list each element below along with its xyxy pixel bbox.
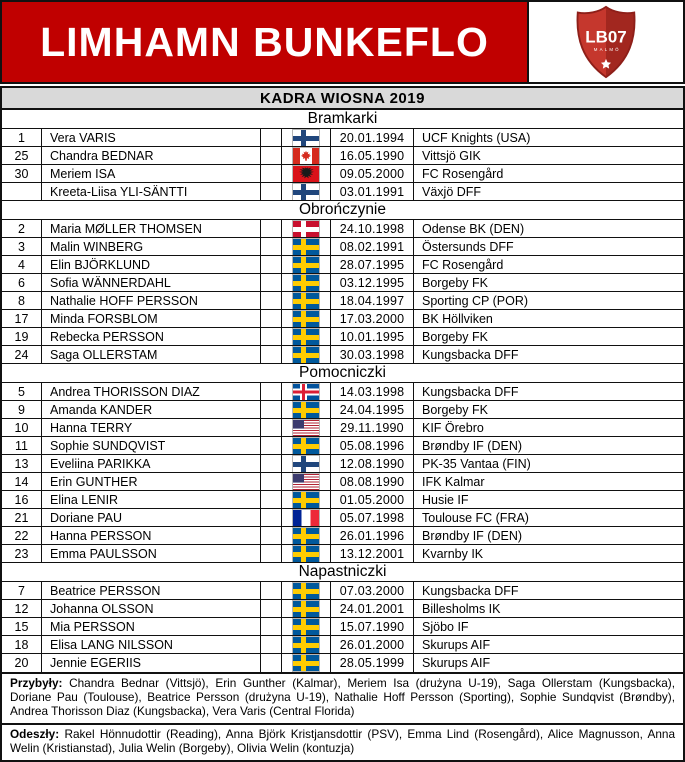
player-club: Kungsbacka DFF [422,384,519,399]
player-birthdate: 03.01.1991 [331,183,414,200]
player-number: 12 [2,600,42,617]
spacer-cell [261,419,282,436]
spacer-cell [261,310,282,327]
player-name: Hanna TERRY [42,419,261,436]
spacer-cell [261,618,282,635]
table-row [2,491,683,509]
flag-finland-icon [293,184,319,200]
player-flag-cell [282,292,331,309]
player-birthdate: 29.11.1990 [331,419,414,436]
player-club: Östersunds DFF [422,239,514,254]
player-number: 7 [2,582,42,599]
player-club: Kungsbacka DFF [422,347,519,362]
player-flag-cell [282,238,331,255]
table-row [2,238,683,256]
table-row [2,129,683,147]
player-club: Borgeby FK [422,402,489,417]
departures-text: Rakel Hönnudottir (Reading), Anna Björk Kristjansdottir (PSV), Emma Lind (Rosengård), Alice Magnusson, Anna Welin (Kristianstad), Julia Welin (Borgeby), Olivia Welin (kontuzja) [10,726,676,755]
flag-denmark-icon [293,221,319,237]
player-flag-cell [282,491,331,508]
player-birthdate: 24.10.1998 [331,220,414,237]
player-flag-cell [282,346,331,363]
player-flag-cell [282,437,331,454]
spacer-cell [261,654,282,672]
player-birthdate: 09.05.2000 [331,165,414,182]
player-flag-cell [282,455,331,472]
player-flag-cell [282,401,331,418]
arrivals-text: Chandra Bednar (Vittsjö), Erin Gunther (Kalmar), Meriem Isa (drużyna U-19), Saga Ollerstam (Kungsbacka), Doriane Pau (Toulouse), Beatrice Persson (drużyna U-19), Nathalie Hoff Persson (Sporting), Sophie Sundqvist (Brøndby), Andrea Thorisson Diaz (Kungsbacka), Vera Varis (Central Florida) [10,676,675,718]
player-birthdate: 30.03.1998 [331,346,414,363]
player-name: Sofia WÄNNERDAHL [42,274,261,291]
spacer-cell [261,401,282,418]
table-row [2,328,683,346]
player-number: 5 [2,383,42,400]
player-birthdate: 17.03.2000 [331,310,414,327]
player-name: Elina LENIR [42,491,261,508]
spacer-cell [261,455,282,472]
table-row [2,256,683,274]
player-number: 15 [2,618,42,635]
player-club: Kungsbacka DFF [422,583,519,598]
player-name: Nathalie HOFF PERSSON [42,292,261,309]
player-club: Sporting CP (POR) [422,293,529,308]
player-flag-cell [282,473,331,490]
table-row [2,473,683,491]
departures-note [0,725,685,762]
table-row [2,618,683,636]
player-flag-cell [282,183,331,200]
crest-text: LB07 [585,27,627,47]
flag-finland-icon [293,456,319,472]
section-header: Napastniczki [2,563,683,582]
table-row [2,654,683,672]
player-club: UCF Knights (USA) [422,130,531,145]
player-name: Doriane PAU [42,509,261,526]
spacer-cell [261,527,282,544]
player-name: Hanna PERSSON [42,527,261,544]
flag-usa-icon [293,474,319,490]
player-number: 30 [2,165,42,182]
table-row [2,582,683,600]
flag-finland-icon [293,130,319,146]
spacer-cell [261,346,282,363]
flag-sweden-icon [293,329,319,345]
table-row [2,636,683,654]
flag-sweden-icon [293,239,319,255]
player-name: Eveliina PARIKKA [42,455,261,472]
flag-sweden-icon [293,583,319,599]
header [0,0,685,84]
player-club: Borgeby FK [422,275,489,290]
player-club: Vittsjö GIK [422,148,481,163]
player-birthdate: 20.01.1994 [331,129,414,146]
player-flag-cell [282,383,331,400]
table-row [2,310,683,328]
table-row [2,401,683,419]
player-name: Chandra BEDNAR [42,147,261,164]
player-flag-cell [282,328,331,345]
flag-canada-icon [293,148,319,164]
player-name: Elin BJÖRKLUND [42,256,261,273]
player-club: IFK Kalmar [422,474,485,489]
player-birthdate: 13.12.2001 [331,545,414,562]
spacer-cell [261,636,282,653]
flag-sweden-icon [293,619,319,635]
player-number: 25 [2,147,42,164]
player-birthdate: 15.07.1990 [331,618,414,635]
crest-subtext: MALMÖ [593,46,621,52]
player-name: Erin GUNTHER [42,473,261,490]
flag-iceland-icon [293,384,319,400]
player-club: Kvarnby IK [422,546,484,561]
arrivals-note [0,674,685,725]
table-row [2,147,683,165]
club-logo [527,2,683,82]
player-name: Sophie SUNDQVIST [42,437,261,454]
table-row [2,383,683,401]
table-row [2,545,683,563]
player-number: 6 [2,274,42,291]
flag-sweden-icon [293,311,319,327]
player-number: 2 [2,220,42,237]
table-row [2,509,683,527]
player-number: 21 [2,509,42,526]
player-club: Husie IF [422,492,469,507]
player-name: Maria MØLLER THOMSEN [42,220,261,237]
player-flag-cell [282,310,331,327]
player-number [2,183,42,200]
player-flag-cell [282,527,331,544]
table-row [2,292,683,310]
player-number: 13 [2,455,42,472]
player-birthdate: 10.01.1995 [331,328,414,345]
player-flag-cell [282,636,331,653]
club-name-title: LIMHAMN BUNKEFLO [40,18,489,65]
flag-sweden-icon [293,293,319,309]
flag-sweden-icon [293,637,319,653]
player-flag-cell [282,274,331,291]
spacer-cell [261,437,282,454]
player-birthdate: 28.05.1999 [331,654,414,672]
player-number: 10 [2,419,42,436]
player-name: Emma PAULSSON [42,545,261,562]
section-header: Pomocniczki [2,364,683,383]
flag-albania-icon [293,166,319,182]
player-birthdate: 16.05.1990 [331,147,414,164]
flag-sweden-icon [293,275,319,291]
player-club: PK-35 Vantaa (FIN) [422,456,531,471]
player-name: Meriem ISA [42,165,261,182]
player-flag-cell [282,618,331,635]
player-flag-cell [282,220,331,237]
spacer-cell [261,383,282,400]
player-club: Toulouse FC (FRA) [422,510,529,525]
player-number: 23 [2,545,42,562]
player-name: Minda FORSBLOM [42,310,261,327]
player-name: Malin WINBERG [42,238,261,255]
player-flag-cell [282,147,331,164]
spacer-cell [261,147,282,164]
flag-france-icon [293,510,319,526]
spacer-cell [261,129,282,146]
flag-sweden-icon [293,601,319,617]
player-club: Skurups AIF [422,656,491,670]
player-club: Borgeby FK [422,329,489,344]
table-row [2,274,683,292]
table-row [2,600,683,618]
flag-usa-icon [293,420,319,436]
table-row [2,220,683,238]
player-birthdate: 28.07.1995 [331,256,414,273]
player-birthdate: 08.08.1990 [331,473,414,490]
player-club: Odense BK (DEN) [422,221,525,236]
player-birthdate: 18.04.1997 [331,292,414,309]
departures-label: Odeszły: [10,726,60,741]
player-club: Skurups AIF [422,637,491,652]
spacer-cell [261,183,282,200]
season-title-bar [0,86,685,108]
player-birthdate: 26.01.2000 [331,636,414,653]
player-club: Brøndby IF (DEN) [422,438,523,453]
section-header: Obrończynie [2,201,683,220]
season-title: KADRA WIOSNA 2019 [260,89,425,107]
player-name: Amanda KANDER [42,401,261,418]
table-row [2,527,683,545]
spacer-cell [261,256,282,273]
spacer-cell [261,545,282,562]
flag-sweden-icon [293,347,319,363]
player-birthdate: 14.03.1998 [331,383,414,400]
player-birthdate: 01.05.2000 [331,491,414,508]
table-row [2,437,683,455]
player-club: BK Höllviken [422,311,493,326]
player-club: FC Rosengård [422,257,504,272]
arrivals-label: Przybyły: [10,676,63,690]
spacer-cell [261,292,282,309]
flag-sweden-icon [293,546,319,562]
player-birthdate: 24.04.1995 [331,401,414,418]
player-flag-cell [282,600,331,617]
player-number: 24 [2,346,42,363]
player-name: Vera VARIS [42,129,261,146]
club-crest-icon [574,5,638,79]
player-name: Johanna OLSSON [42,600,261,617]
flag-sweden-icon [293,528,319,544]
spacer-cell [261,165,282,182]
flag-sweden-icon [293,655,319,671]
spacer-cell [261,473,282,490]
spacer-cell [261,238,282,255]
spacer-cell [261,220,282,237]
roster-table [0,108,685,674]
player-club: FC Rosengård [422,166,504,181]
player-club: Växjö DFF [422,184,482,199]
player-birthdate: 26.01.1996 [331,527,414,544]
section-header: Bramkarki [2,110,683,129]
flag-sweden-icon [293,492,319,508]
player-name: Andrea THORISSON DIAZ [42,383,261,400]
player-birthdate: 05.07.1998 [331,509,414,526]
flag-sweden-icon [293,402,319,418]
player-birthdate: 05.08.1996 [331,437,414,454]
player-number: 9 [2,401,42,418]
player-birthdate: 03.12.1995 [331,274,414,291]
player-number: 3 [2,238,42,255]
player-club: KIF Örebro [422,420,484,435]
player-number: 4 [2,256,42,273]
spacer-cell [261,509,282,526]
player-club: Billesholms IK [422,601,501,616]
player-flag-cell [282,582,331,599]
player-birthdate: 24.01.2001 [331,600,414,617]
player-name: Saga OLLERSTAM [42,346,261,363]
player-club: Brøndby IF (DEN) [422,528,523,543]
player-name: Kreeta-Liisa YLI-SÄNTTI [42,183,261,200]
player-number: 11 [2,437,42,454]
player-flag-cell [282,129,331,146]
player-number: 20 [2,654,42,672]
player-name: Jennie EGERIIS [42,654,261,672]
player-club: Sjöbo IF [422,619,469,634]
spacer-cell [261,328,282,345]
table-row [2,455,683,473]
table-row [2,183,683,201]
player-flag-cell [282,256,331,273]
player-number: 16 [2,491,42,508]
player-name: Rebecka PERSSON [42,328,261,345]
spacer-cell [261,582,282,599]
player-flag-cell [282,165,331,182]
player-birthdate: 07.03.2000 [331,582,414,599]
flag-sweden-icon [293,257,319,273]
spacer-cell [261,274,282,291]
player-number: 18 [2,636,42,653]
club-name-band [2,2,527,82]
table-row [2,346,683,364]
spacer-cell [261,600,282,617]
spacer-cell [261,491,282,508]
player-flag-cell [282,654,331,672]
player-flag-cell [282,509,331,526]
player-flag-cell [282,545,331,562]
player-flag-cell [282,419,331,436]
player-number: 14 [2,473,42,490]
player-number: 19 [2,328,42,345]
player-birthdate: 08.02.1991 [331,238,414,255]
table-row [2,165,683,183]
player-number: 1 [2,129,42,146]
player-birthdate: 12.08.1990 [331,455,414,472]
table-row [2,419,683,437]
player-number: 17 [2,310,42,327]
player-name: Beatrice PERSSON [42,582,261,599]
player-number: 8 [2,292,42,309]
player-number: 22 [2,527,42,544]
flag-sweden-icon [293,438,319,454]
player-name: Elisa LANG NILSSON [42,636,261,653]
player-name: Mia PERSSON [42,618,261,635]
